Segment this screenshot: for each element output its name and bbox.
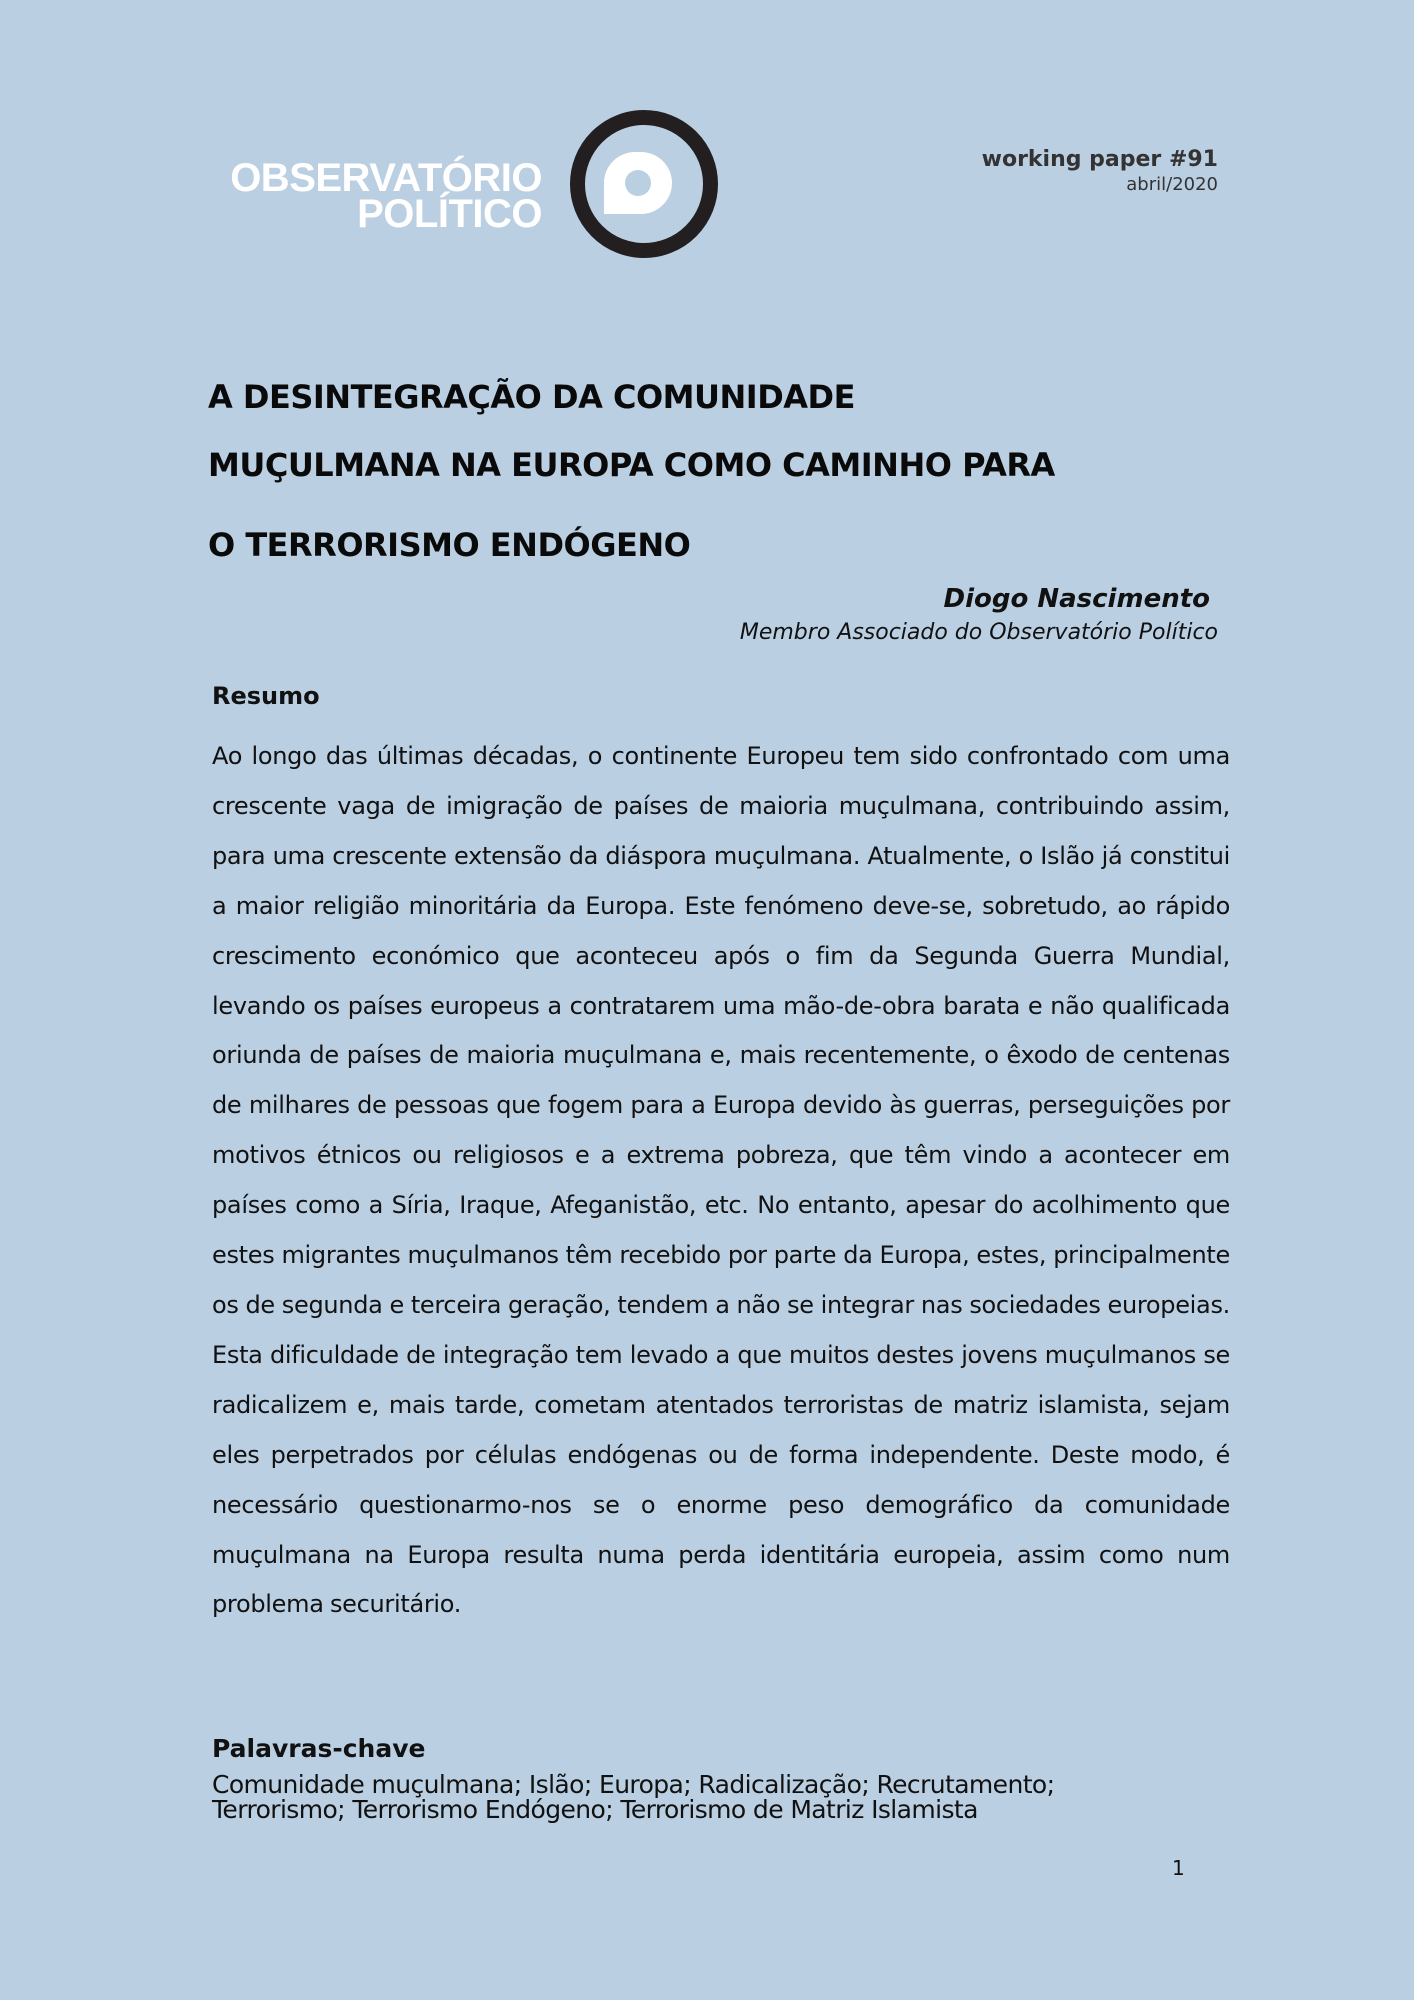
working-paper-number: working paper #91 <box>981 147 1218 172</box>
keywords-list <box>212 1772 1212 1822</box>
publication-date: abril/2020 <box>1126 174 1218 195</box>
logo-line-1: OBSERVATÓRIO <box>230 156 542 200</box>
logo-p-hole <box>625 170 651 196</box>
author-name: Diogo Nascimento <box>943 584 1210 614</box>
keywords-heading: Palavras-chave <box>212 1734 426 1763</box>
keywords-line-1: Comunidade muçulmana; Islão; Europa; Radicalização; Recrutamento; <box>212 1770 1055 1799</box>
author-block <box>739 582 1218 650</box>
page-number: 1 <box>1172 1856 1185 1880</box>
author-affiliation: Membro Associado do Observatório Político <box>739 620 1218 645</box>
abstract-heading: Resumo <box>212 682 320 710</box>
observatorio-politico-logo <box>222 108 702 258</box>
working-paper-info <box>982 146 1218 196</box>
logo-wordmark <box>222 156 542 236</box>
keywords-line-2: Terrorismo; Terrorismo Endógeno; Terrorismo de Matriz Islamista <box>212 1795 978 1824</box>
abstract-text: Ao longo das últimas décadas, o continente Europeu tem sido confrontado com uma crescente vaga de imigração de países de maioria muçulmana, contribuindo assim, para uma crescente extensão da diáspora muçulmana. Atualmente, o Islão já constitui a maior religião minoritária da Europa. Este fenómeno deve-se, sobretudo, ao rápido crescimento económico que aconteceu após o fim da Segunda Guerra Mundial, levando os países europeus a contratarem uma mão-de-obra barata e não qualificada oriunda de países de maioria muçulmana e, mais recentemente, o êxodo de centenas de milhares de pessoas que fogem para a Europa devido às guerras, perseguições por motivos étnicos ou religiosos e a extrema pobreza, que têm vindo a acontecer em países como a Síria, Iraque, Afeganistão, etc. No entanto, apesar do acolhimento que estes migrantes muçulmanos têm recebido por parte da Europa, estes, principalmente os de segunda e terceira geração, tendem a não se integrar nas sociedades europeias. Esta dificuldade de integração tem levado a que muitos destes jovens muçulmanos se radicalizem e, mais tarde, cometam atentados terroristas de matriz islamista, sejam eles perpetrados por células endógenas ou de forma independente. Deste modo, é necessário questionarmo-nos se o enorme peso demográfico da comunidade muçulmana na Europa resulta numa perda identitária europeia, assim como num problema securitário. <box>212 742 1230 1619</box>
logo-line-2: POLÍTICO <box>357 192 542 236</box>
